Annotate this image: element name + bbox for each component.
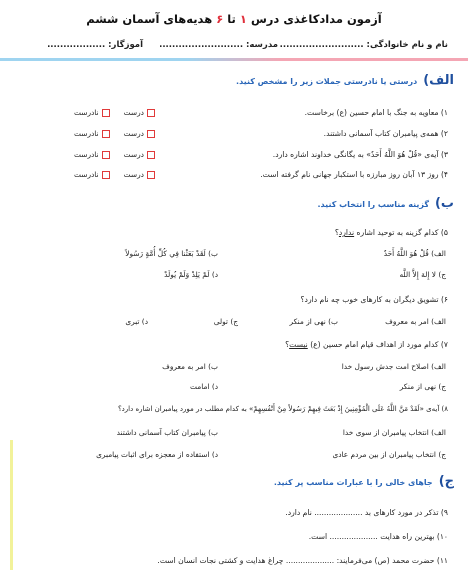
q7-option-a[interactable]: الف) اصلاح امت جدش رسول خدا bbox=[341, 362, 446, 371]
q5-text: ۵) کدام گزینه به توحید اشاره bbox=[356, 228, 448, 237]
true-option[interactable] bbox=[124, 170, 155, 179]
question-6: ۶) تشویق دیگران به کارهای خوب چه نام دارد؟ bbox=[300, 295, 448, 304]
true-checkbox[interactable] bbox=[147, 130, 155, 138]
q6-option-b[interactable]: ب) نهی از منکر bbox=[289, 317, 338, 326]
true-option[interactable] bbox=[124, 129, 155, 138]
false-option[interactable] bbox=[74, 108, 110, 117]
tf-group-1 bbox=[60, 108, 155, 117]
true-label: درست bbox=[123, 108, 144, 117]
true-label: درست bbox=[123, 150, 144, 159]
true-checkbox[interactable] bbox=[147, 171, 155, 179]
decorative-side-bar bbox=[10, 440, 13, 570]
title-to-word: تا bbox=[227, 12, 236, 26]
false-label: نادرست bbox=[74, 150, 99, 159]
teacher-field[interactable]: آموزگار: .................. bbox=[47, 40, 143, 50]
title-to-number: ۶ bbox=[216, 12, 224, 26]
question-9: ۹) تذکر در مورد کارهای بد .................... نام دارد. bbox=[285, 508, 448, 517]
q7-option-b[interactable]: ب) امر به معروف bbox=[162, 362, 218, 371]
false-checkbox[interactable] bbox=[102, 130, 110, 138]
tf-group-4 bbox=[60, 170, 155, 179]
title-text-pre: آزمون مدادکاغذی درس bbox=[250, 12, 382, 26]
question-5 bbox=[335, 228, 448, 237]
question-2: ۲) همه‌ی پیامبران کتاب آسمانی داشتند. bbox=[323, 129, 448, 138]
false-checkbox[interactable] bbox=[102, 151, 110, 159]
q5-option-c[interactable]: ج) لا إِلهَ إِلاَّ اللَّه bbox=[399, 270, 446, 279]
section-b-letter: ب) bbox=[434, 196, 454, 211]
q6-option-a[interactable]: الف) امر به معروف bbox=[385, 317, 446, 326]
question-8: ۸) آیه‌ی «لَقَدْ مَنَّ اللَّهُ عَلَى الْمُؤْمِنِينَ إِذْ بَعَثَ فِيهِمْ رَسُولاً مِنْ أَنْفُسِهِمْ» به کدام مطلب در مورد پیامبران اشاره دارد؟ bbox=[117, 405, 448, 413]
true-option[interactable] bbox=[124, 150, 155, 159]
exam-title bbox=[0, 12, 468, 26]
q6-option-d[interactable]: د) تبری bbox=[125, 317, 148, 326]
section-c-title: جاهای خالی را با عبارات مناسب پر کنید. bbox=[273, 478, 433, 487]
question-7 bbox=[285, 340, 448, 349]
q5-option-a[interactable]: الف) قُلْ هُوَ اللَّهُ أَحَدٌ bbox=[383, 249, 446, 258]
q5-option-b[interactable]: ب) لَقَدْ بَعَثْنا فِي كُلِّ أُمَّةٍ رَسُولاً bbox=[125, 249, 218, 258]
question-3: ۳) آیه‌ی «قُلْ هُوَ اللَّهُ أَحَدٌ» به یگانگی خداوند اشاره دارد. bbox=[272, 150, 448, 159]
tf-group-3 bbox=[60, 150, 155, 159]
question-10: ۱۰) بهترین راه هدایت .................... است. bbox=[308, 532, 448, 541]
true-checkbox[interactable] bbox=[147, 109, 155, 117]
q7-option-c[interactable]: ج) نهی از منکر bbox=[399, 382, 446, 391]
q7-option-d[interactable]: د) امامت bbox=[189, 382, 218, 391]
true-label: درست bbox=[123, 129, 144, 138]
false-checkbox[interactable] bbox=[102, 171, 110, 179]
false-label: نادرست bbox=[74, 108, 99, 117]
section-b-title: گزینه مناسب را انتخاب کنید. bbox=[317, 200, 429, 209]
section-a-heading bbox=[236, 73, 454, 88]
q5-option-d[interactable]: د) لَمْ يَلِدْ وَلَمْ يُولَدْ bbox=[164, 270, 218, 279]
section-c-letter: ج) bbox=[438, 474, 454, 489]
school-field[interactable]: مدرسه: .......................... bbox=[159, 40, 278, 50]
q7-mark: ؟ bbox=[285, 340, 290, 349]
false-checkbox[interactable] bbox=[102, 109, 110, 117]
q5-mark: ؟ bbox=[334, 228, 339, 237]
true-checkbox[interactable] bbox=[147, 151, 155, 159]
student-info-row bbox=[20, 40, 448, 54]
question-4: ۴) روز ۱۳ آبان روز مبارزه با استکبار جهانی نام گرفته است. bbox=[260, 170, 448, 179]
q8-option-a[interactable]: الف) انتخاب پیامبران از سوی خدا bbox=[342, 428, 446, 437]
false-label: نادرست bbox=[74, 129, 99, 138]
q5-underlined: ندارد bbox=[338, 228, 355, 237]
title-from-number: ۱ bbox=[239, 12, 247, 26]
false-label: نادرست bbox=[74, 170, 99, 179]
name-field[interactable]: نام و نام خانوادگی: .......................... bbox=[279, 40, 448, 50]
q7-underlined: نیست bbox=[289, 340, 308, 349]
title-text-post: هدیه‌های آسمان ششم bbox=[86, 12, 213, 26]
q8-option-d[interactable]: د) استفاده از معجزه برای اثبات پیامبری bbox=[96, 450, 218, 459]
header-divider bbox=[0, 58, 468, 61]
question-11: ۱۱) حضرت محمد (ص) می‌فرمایند: .................... چراغ هدایت و کشتی نجات انسان است. bbox=[157, 556, 448, 565]
tf-group-2 bbox=[60, 129, 155, 138]
section-a-title: درستی یا نادرستی جملات زیر را مشخص کنید. bbox=[236, 77, 418, 86]
true-option[interactable] bbox=[124, 108, 155, 117]
section-b-heading bbox=[318, 196, 454, 211]
q8-option-b[interactable]: ب) پیامبران کتاب آسمانی داشتند bbox=[116, 428, 218, 437]
false-option[interactable] bbox=[74, 150, 110, 159]
q7-text: ۷) کدام مورد از اهداف قیام امام حسین (ع) bbox=[310, 340, 448, 349]
q8-option-c[interactable]: ج) انتخاب پیامبران از بین مردم عادی bbox=[332, 450, 446, 459]
false-option[interactable] bbox=[74, 129, 110, 138]
question-1: ۱) معاویه به جنگ با امام حسین (ع) برخاست. bbox=[304, 108, 448, 117]
section-a-letter: الف) bbox=[423, 73, 454, 88]
true-label: درست bbox=[123, 170, 144, 179]
false-option[interactable] bbox=[74, 170, 110, 179]
q6-option-c[interactable]: ج) تولی bbox=[213, 317, 238, 326]
section-c-heading bbox=[274, 474, 454, 489]
